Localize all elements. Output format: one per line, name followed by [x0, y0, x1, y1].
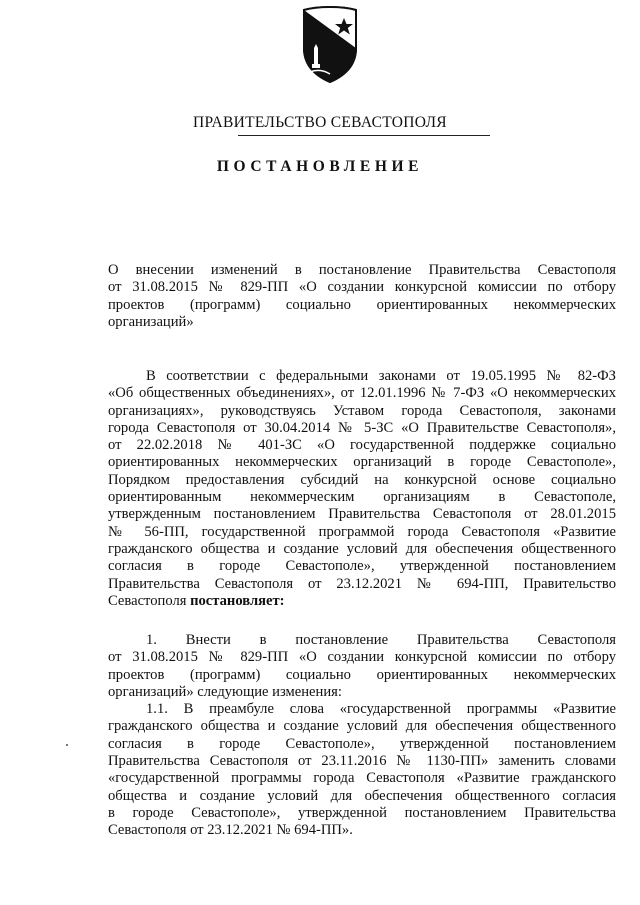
item-1-paragraph	[108, 632, 616, 840]
item-1-1-line: общества и создание условий для обеспечения общественного согласия	[108, 787, 616, 804]
document-type-title: ПОСТАНОВЛЕНИЕ	[216, 158, 424, 175]
subject-line: проектов (программ) социально ориентированных некоммерческих	[108, 296, 616, 313]
item-1-1-line: гражданского общества и создание условий для обеспечения общественного	[108, 718, 616, 735]
preamble-line: города Севастополя от 30.04.2014 № 5-ЗС «О Правительстве Севастополя»,	[108, 419, 616, 436]
preamble-line: Порядком предоставления субсидий на конкурсной основе социально	[108, 471, 616, 488]
subject-line: О внесении изменений в постановление Правительства Севастополя	[108, 262, 616, 278]
decision-word: постановляет:	[190, 592, 285, 609]
preamble-line: Правительства Севастополя от 23.12.2021 № 694-ПП, Правительство	[108, 575, 616, 592]
item-1-line: организаций» следующие изменения:	[108, 683, 342, 700]
subject-line: организаций»	[108, 313, 194, 330]
coat-of-arms-icon	[300, 4, 360, 84]
scan-speck	[66, 744, 68, 746]
preamble-line: ориентированных некоммерческих организаций в городе Севастополе»,	[108, 454, 616, 471]
preamble-line: № 56-ПП, государственной программой города Севастополя «Развитие	[108, 523, 616, 540]
preamble-line: организациях», руководствуясь Уставом города Севастополя, законами	[108, 402, 616, 419]
preamble-line: согласия в городе Севастополе», утвержденной постановлением	[108, 558, 616, 575]
item-1-1-line: в городе Севастополе», утвержденной постановлением Правительства	[108, 804, 616, 821]
item-1-1-line: согласия в городе Севастополе», утвержденной постановлением	[108, 735, 616, 752]
header-divider	[238, 135, 490, 136]
preamble-paragraph	[108, 368, 616, 610]
item-1-1-line: Севастополя от 23.12.2021 № 694-ПП».	[108, 822, 353, 839]
preamble-line: гражданского общества и создание условий для обеспечения общественного	[108, 540, 616, 557]
preamble-line: от 22.02.2018 № 401-ЗС «О государственной поддержке социально	[108, 437, 616, 454]
item-1-1-line: 1.1. В преамбуле слова «государственной программы «Развитие	[146, 701, 616, 718]
document-subject	[108, 262, 616, 331]
preamble-line: утвержденным постановлением Правительства Севастополя от 28.01.2015	[108, 506, 616, 523]
item-1-line: 1. Внести в постановление Правительства Севастополя	[146, 632, 616, 648]
preamble-line: «Об общественных объединениях», от 12.01.1996 № 7-ФЗ «О некоммерческих	[108, 385, 616, 402]
item-1-1-line: Правительства Севастополя от 23.11.2016 № 1130-ПП» заменить словами	[108, 753, 616, 770]
subject-line: от 31.08.2015 № 829-ПП «О создании конкурсной комиссии по отбору	[108, 279, 616, 296]
preamble-line: ориентированным некоммерческим организациям в Севастополе,	[108, 489, 616, 506]
item-1-1-line: «государственной программы города Севастополя «Развитие гражданского	[108, 770, 616, 787]
preamble-last-line	[108, 593, 616, 610]
preamble-line: В соответствии с федеральными законами от 19.05.1995 № 82-ФЗ	[146, 368, 616, 384]
item-1-line: проектов (программ) социально ориентированных некоммерческих	[108, 666, 616, 683]
government-name: ПРАВИТЕЛЬСТВО СЕВАСТОПОЛЯ	[193, 114, 447, 131]
item-1-line: от 31.08.2015 № 829-ПП «О создании конкурсной комиссии по отбору	[108, 649, 616, 666]
preamble-last-text: Севастополя	[108, 592, 191, 609]
